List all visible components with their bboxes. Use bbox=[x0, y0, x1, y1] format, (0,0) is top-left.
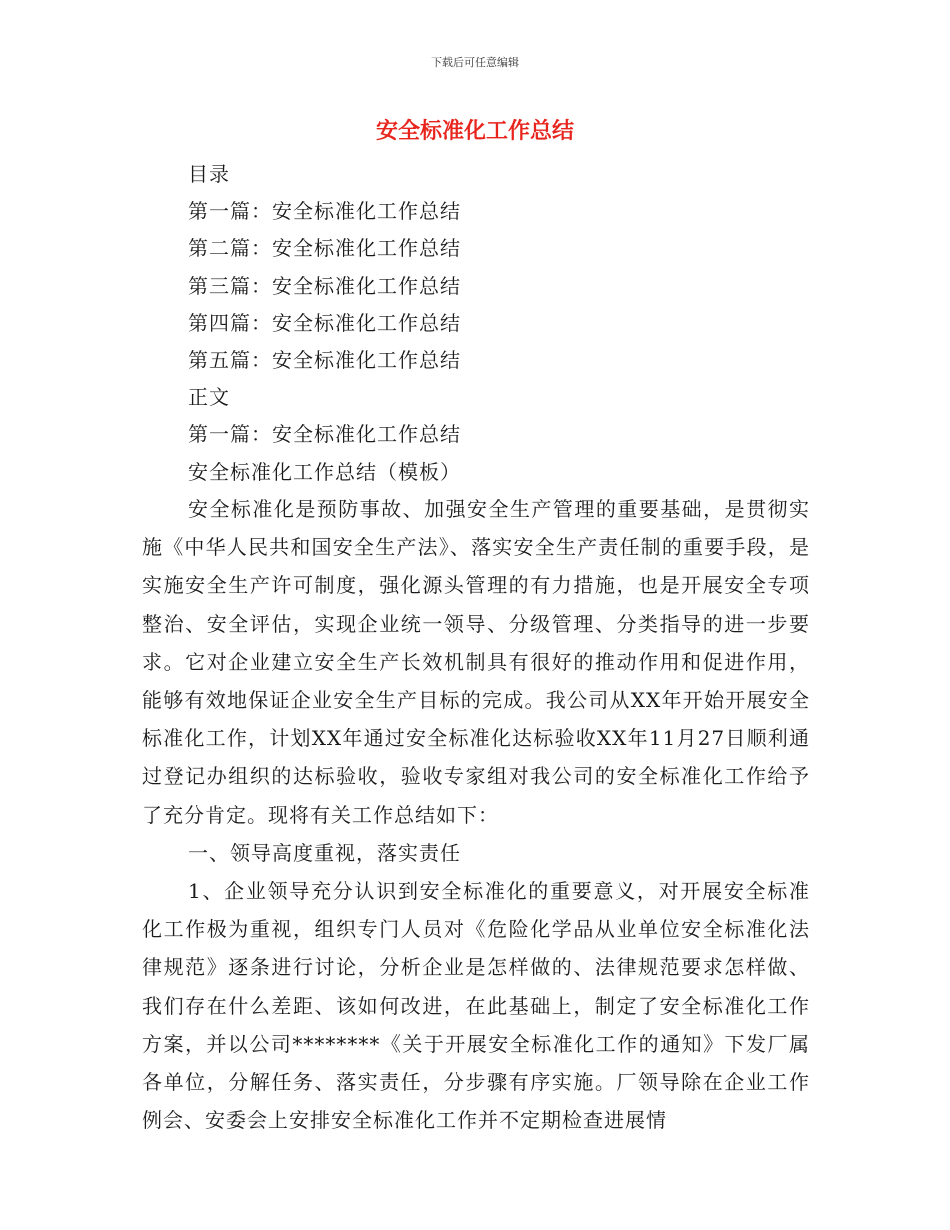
table-of-contents bbox=[188, 156, 828, 491]
body-text bbox=[142, 490, 810, 1139]
section-heading: 一、领导高度重视，落实责任 bbox=[188, 840, 461, 865]
body-heading: 正文 bbox=[188, 385, 230, 410]
toc-item: 第四篇：安全标准化工作总结 bbox=[188, 310, 461, 335]
toc-item: 第五篇：安全标准化工作总结 bbox=[188, 347, 461, 372]
template-title: 安全标准化工作总结（模板） bbox=[188, 459, 461, 484]
point-one-paragraph: 1、企业领导充分认识到安全标准化的重要意义，对开展安全标准化工作极为重视，组织专门人员对《危险化学品从业单位安全标准化法律规范》逐条进行讨论，分析企业是怎样做的、法律规范要求怎样做、我们存在什么差距、该如何改进，在此基础上，制定了安全标准化工作方案，并以公司********《关于开展安全标准化工作的通知》下发厂属各单位，分解任务、落实责任，分步骤有序实施。厂领导除在企业工作例会、安委会上安排安全标准化工作并不定期检查进展情 bbox=[142, 879, 810, 1133]
first-article-heading: 第一篇：安全标准化工作总结 bbox=[188, 422, 461, 447]
toc-heading: 目录 bbox=[188, 162, 230, 186]
header-note: 下载后可任意编辑 bbox=[431, 56, 519, 69]
toc-item: 第一篇：安全标准化工作总结 bbox=[188, 199, 461, 224]
toc-item: 第二篇：安全标准化工作总结 bbox=[188, 236, 461, 261]
intro-paragraph: 安全标准化是预防事故、加强安全生产管理的重要基础，是贯彻实施《中华人民共和国安全生产法》、落实安全生产责任制的重要手段，是实施安全生产许可制度，强化源头管理的有力措施，也是开展安全专项整治、安全评估，实现企业统一领导、分级管理、分类指导的进一步要求。它对企业建立安全生产长效机制具有很好的推动作用和促进作用，能够有效地保证企业安全生产目标的完成。我公司从XX年开始开展安全标准化工作，计划XX年通过安全标准化达标验收XX年11月27日顺利通过登记办组织的达标验收，验收专家组对我公司的安全标准化工作给予了充分肯定。现将有关工作总结如下： bbox=[142, 497, 810, 827]
toc-item: 第三篇：安全标准化工作总结 bbox=[188, 273, 461, 298]
document-title: 安全标准化工作总结 bbox=[375, 119, 574, 144]
